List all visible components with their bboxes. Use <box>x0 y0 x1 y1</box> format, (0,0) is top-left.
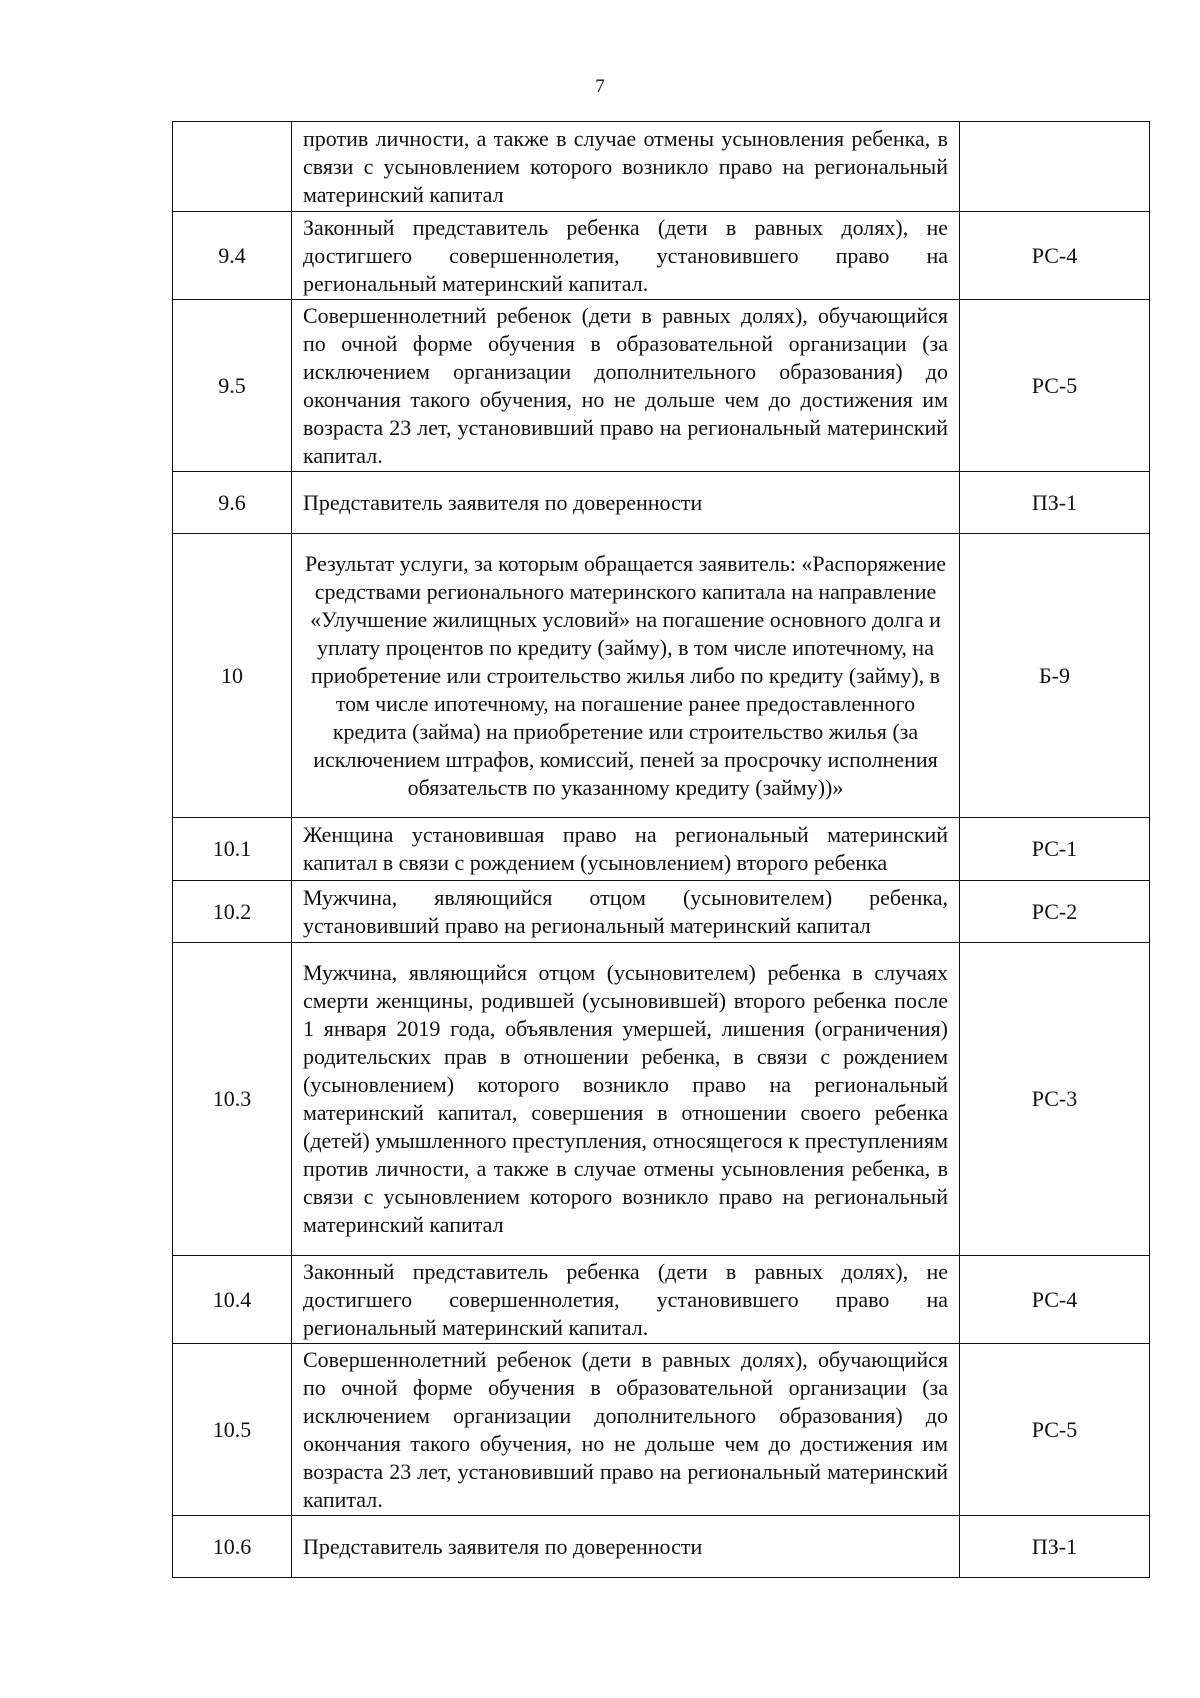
row-number: 10.2 <box>173 881 292 943</box>
row-description: против личности, а также в случае отмены усыновления ребенка, в связи с усыновлением которого возникло право на региональный материнский капитал <box>292 122 960 212</box>
row-number: 10.3 <box>173 943 292 1256</box>
row-number: 10 <box>173 534 292 818</box>
row-number: 10.1 <box>173 818 292 881</box>
row-description: Женщина установившая право на региональный материнский капитал в связи с рождением (усыновлением) второго ребенка <box>292 818 960 881</box>
row-description: Мужчина, являющийся отцом (усыновителем) ребенка в случаях смерти женщины, родившей (усыновившей) второго ребенка после 1 января 2019 года, объявления умершей, лишения (ограничения) родительских прав в отношении ребенка, в связи с рождением (усыновлением) которого возникло право на региональный материнский капитал, совершения в отношении своего ребенка (детей) умышленного преступления, относящегося к преступлениям против личности, а также в случае отмены усыновления ребенка, в связи с усыновлением которого возникло право на региональный материнский капитал <box>292 943 960 1256</box>
row-code: РС-5 <box>960 300 1150 472</box>
row-number: 10.5 <box>173 1344 292 1516</box>
row-code: РС-2 <box>960 881 1150 943</box>
row-code: РС-5 <box>960 1344 1150 1516</box>
table-row <box>173 881 1150 943</box>
table-row <box>173 300 1150 472</box>
row-number: 9.5 <box>173 300 292 472</box>
table-row <box>173 1256 1150 1344</box>
row-code: ПЗ-1 <box>960 472 1150 534</box>
row-code: РС-1 <box>960 818 1150 881</box>
row-code: РС-4 <box>960 212 1150 300</box>
row-code: ПЗ-1 <box>960 1516 1150 1578</box>
table-row <box>173 122 1150 212</box>
table-row <box>173 472 1150 534</box>
row-code: РС-3 <box>960 943 1150 1256</box>
row-description: Совершеннолетний ребенок (дети в равных долях), обучающийся по очной форме обучения в образовательной организации (за исключением организации дополнительного образования) до окончания такого обучения, но не дольше чем до достижения им возраста 23 лет, установивший право на региональный материнский капитал. <box>292 1344 960 1516</box>
table-row <box>173 534 1150 818</box>
row-number: 9.6 <box>173 472 292 534</box>
table-row <box>173 212 1150 300</box>
row-description: Результат услуги, за которым обращается заявитель: «Распоряжение средствами регионального материнского капитала на направление «Улучшение жилищных условий» на погашение основного долга и уплату процентов по кредиту (займу), в том числе ипотечному, на приобретение или строительство жилья либо по кредиту (займу), в том числе ипотечному, на погашение ранее предоставленного кредита (займа) на приобретение или строительство жилья (за исключением штрафов, комиссий, пеней за просрочку исполнения обязательств по указанному кредиту (займу))» <box>292 534 960 818</box>
row-number: 10.6 <box>173 1516 292 1578</box>
row-description: Законный представитель ребенка (дети в равных долях), не достигшего совершеннолетия, установившего право на региональный материнский капитал. <box>292 1256 960 1344</box>
row-code: Б-9 <box>960 534 1150 818</box>
table-row <box>173 1344 1150 1516</box>
row-description: Законный представитель ребенка (дети в равных долях), не достигшего совершеннолетия, установившего право на региональный материнский капитал. <box>292 212 960 300</box>
row-code <box>960 122 1150 212</box>
row-number <box>173 122 292 212</box>
row-description: Представитель заявителя по доверенности <box>292 1516 960 1578</box>
table-row <box>173 943 1150 1256</box>
row-code: РС-4 <box>960 1256 1150 1344</box>
row-description: Мужчина, являющийся отцом (усыновителем) ребенка, установивший право на региональный материнский капитал <box>292 881 960 943</box>
row-number: 9.4 <box>173 212 292 300</box>
row-description: Представитель заявителя по доверенности <box>292 472 960 534</box>
table-row <box>173 818 1150 881</box>
row-number: 10.4 <box>173 1256 292 1344</box>
row-description: Совершеннолетний ребенок (дети в равных долях), обучающийся по очной форме обучения в образовательной организации (за исключением организации дополнительного образования) до окончания такого обучения, но не дольше чем до достижения им возраста 23 лет, установивший право на региональный материнский капитал. <box>292 300 960 472</box>
page-number: 7 <box>595 76 605 97</box>
applicant-categories-table <box>172 121 1150 1578</box>
table-row <box>173 1516 1150 1578</box>
